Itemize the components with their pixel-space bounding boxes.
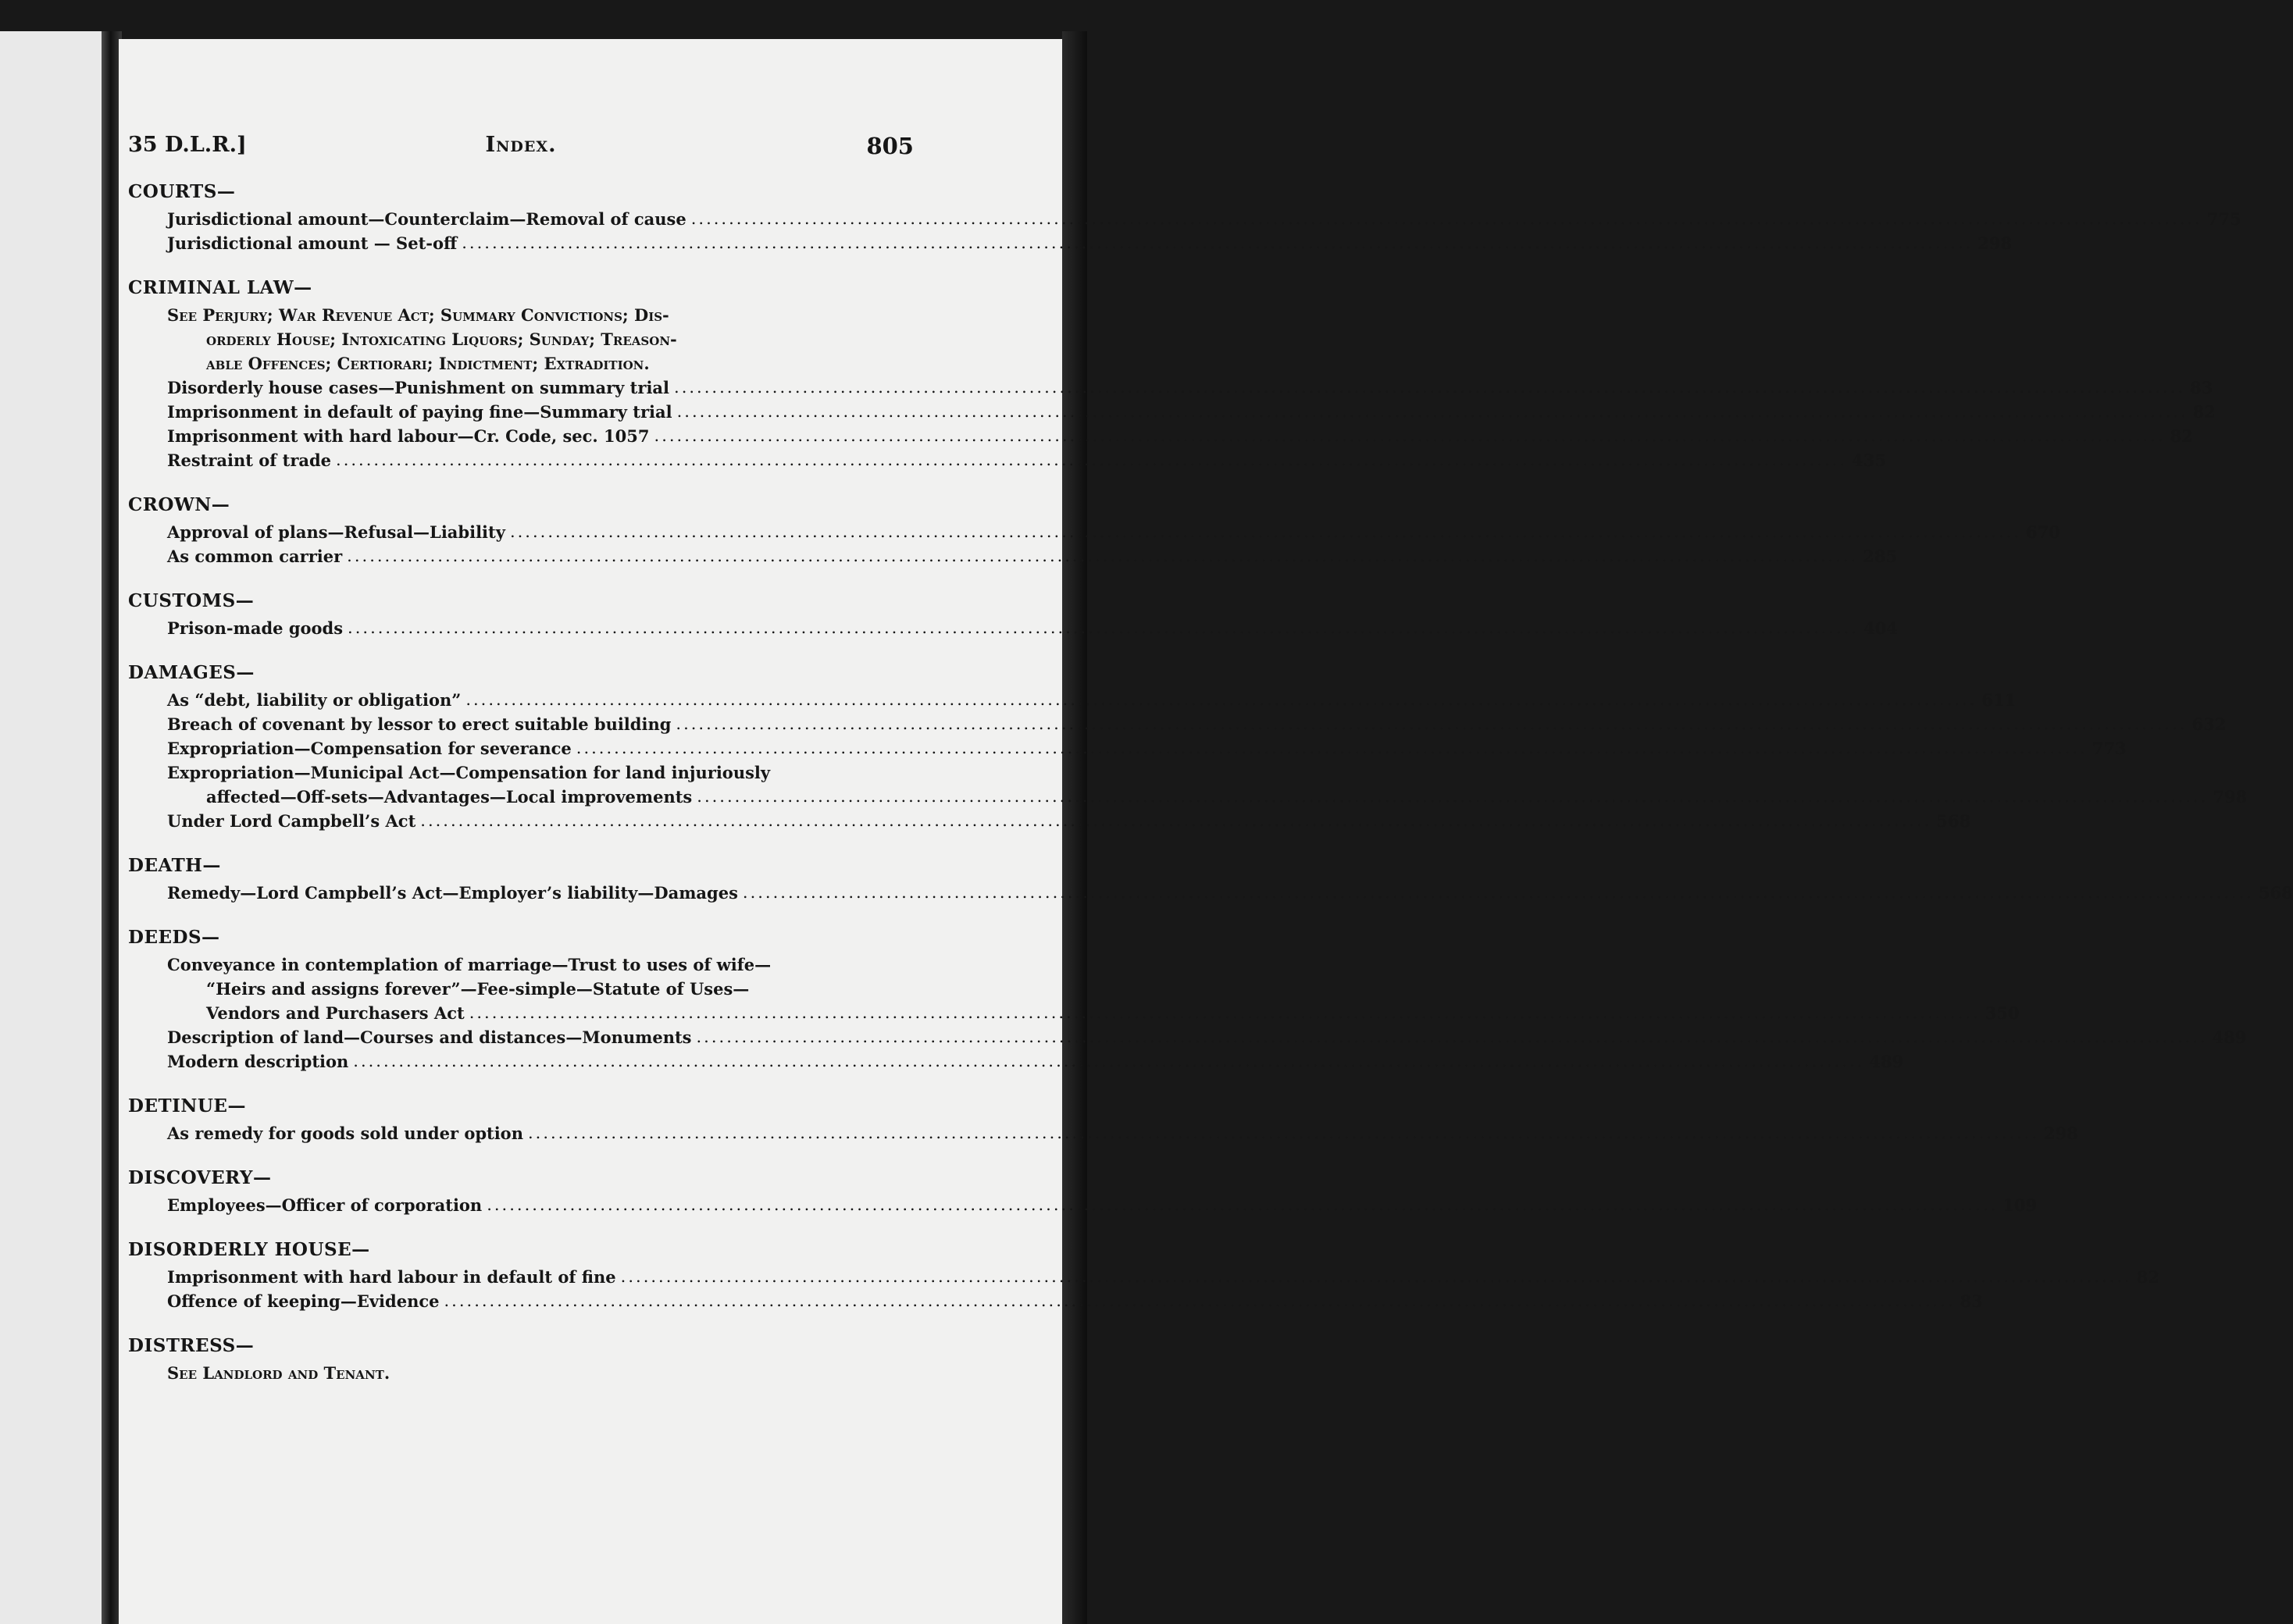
entry-page-number: 489	[1869, 1052, 1904, 1071]
entry-text: Restraint of trade	[167, 451, 332, 470]
entry-page-number: 632	[2191, 714, 2227, 734]
entry-page-number: 670	[2026, 522, 2060, 542]
dot-leader: ........................................................................................................................................................................................................	[696, 1027, 2208, 1046]
index-section	[128, 925, 2247, 1074]
entry-row	[128, 400, 2216, 424]
index-section	[128, 1334, 914, 1385]
entry-page-number: 489	[2212, 1027, 2247, 1047]
section-heading: DISTRESS—	[128, 1335, 255, 1356]
index-entry	[128, 400, 2216, 424]
dot-leader: ........................................................................................................................................................................................................	[444, 1291, 1956, 1310]
entry-page-number: 285	[1863, 547, 1898, 566]
entry-page-number: 435	[1852, 451, 1886, 470]
entry-text: affected—Off-sets—Advantages—Local improvements	[206, 787, 693, 807]
entry-text: Prison-made goods	[167, 618, 344, 638]
entry-page-number: 82	[2192, 402, 2216, 422]
entry-line: “Heirs and assigns forever”—Fee-simple—Statute of Uses—	[206, 979, 750, 999]
entry-page-number: 298	[1977, 233, 2013, 253]
entry-text: Disorderly house cases—Punishment on summary trial	[167, 378, 670, 397]
index-section	[128, 276, 2216, 472]
index-entry	[128, 1265, 2159, 1289]
entry-row	[128, 231, 2013, 255]
see-also-line: See Perjury; War Revenue Act; Summary Convictions; Dis-	[167, 305, 669, 325]
entry-text: Approval of plans—Refusal—Liability	[167, 522, 505, 542]
dot-leader: ........................................................................................................................................................................................................	[353, 1052, 1865, 1070]
entry-line: Conveyance in contemplation of marriage—Trust to uses of wife—	[167, 955, 772, 974]
section-heading: DISORDERLY HOUSE—	[128, 1239, 370, 1260]
entry-row	[128, 1193, 2038, 1217]
dot-leader: ........................................................................................................................................................................................................	[576, 739, 2088, 757]
entry-page-number: 773	[2092, 739, 2127, 758]
index-section	[128, 589, 1898, 640]
index-entry	[128, 616, 1898, 640]
entry-row	[128, 785, 2248, 809]
section-heading: DEATH—	[128, 855, 221, 876]
section-heading: DEEDS—	[128, 927, 220, 948]
dot-leader: ........................................................................................................................................................................................................	[347, 547, 1859, 565]
index-entry	[128, 736, 2127, 760]
left-page-edge	[0, 31, 111, 1624]
index-entry	[128, 448, 1886, 472]
dot-leader: ........................................................................................................................................................................................................	[674, 378, 2186, 397]
entry-text: Under Lord Campbell’s Act	[167, 811, 416, 831]
entry-row	[128, 688, 2017, 712]
section-heading: DAMAGES—	[128, 662, 255, 683]
entry-row	[128, 520, 2060, 544]
index-entry	[128, 544, 1898, 568]
entry-page-number: 404	[1863, 618, 1898, 638]
dot-leader: ........................................................................................................................................................................................................	[462, 233, 1974, 252]
entry-text: Jurisdictional amount — Set-off	[167, 233, 458, 253]
page-title: Index.	[485, 133, 557, 157]
entry-text: As remedy for goods sold under option	[167, 1124, 523, 1143]
entry-page-number: 568	[2258, 883, 2293, 903]
index-section	[128, 853, 2293, 905]
entry-row	[128, 712, 2227, 736]
entry-row	[128, 1025, 2247, 1049]
index-section	[128, 1238, 2159, 1313]
entry-row	[128, 1289, 1983, 1313]
entry-text: Employees—Officer of corporation	[167, 1195, 483, 1215]
see-also-reference	[128, 303, 914, 376]
entry-text: Remedy—Lord Campbell’s Act—Employer’s liability—Damages	[167, 883, 738, 903]
entry-text: Modern description	[167, 1052, 349, 1071]
entry-row	[128, 1049, 1904, 1074]
index-entry	[128, 1193, 2038, 1217]
dot-leader: ........................................................................................................................................................................................................	[676, 714, 2188, 733]
entry-page-number: 350	[1985, 1003, 2020, 1023]
entry-text: As common carrier	[167, 547, 343, 566]
section-heading: CUSTOMS—	[128, 590, 255, 611]
dot-leader: ........................................................................................................................................................................................................	[697, 787, 2209, 806]
entry-page-number: 611	[1981, 690, 2017, 710]
see-also-line: See Landlord and Tenant.	[167, 1363, 390, 1383]
index-entry	[128, 1049, 1904, 1074]
dot-leader: ........................................................................................................................................................................................................	[348, 618, 1860, 637]
index-entry	[128, 424, 2193, 448]
section-heading: COURTS—	[128, 181, 236, 202]
entry-text: Imprisonment with hard labour in default of fine	[167, 1267, 616, 1287]
index-entry	[128, 520, 2060, 544]
see-also-line: orderly House; Intoxicating Liquors; Sunday; Treason-	[206, 329, 677, 349]
entry-row	[128, 376, 2213, 400]
section-heading: DISCOVERY—	[128, 1167, 272, 1188]
entry-page-number: 83	[2190, 378, 2213, 397]
entry-row	[128, 881, 2293, 905]
index-entry	[128, 712, 2227, 736]
volume-reference: 35 D.L.R.]	[128, 133, 247, 157]
entry-row	[128, 424, 2193, 448]
entry-row	[128, 1121, 2078, 1145]
entry-row	[128, 736, 2127, 760]
entry-row	[128, 544, 1898, 568]
section-heading: DETINUE—	[128, 1095, 246, 1116]
index-section	[128, 493, 2060, 568]
index-entry	[128, 207, 2241, 231]
entry-text: Imprisonment in default of paying fine—Summary trial	[167, 402, 672, 422]
entry-row	[128, 1001, 2020, 1025]
running-head	[128, 133, 914, 170]
section-heading: CRIMINAL LAW—	[128, 277, 312, 298]
entry-line: Expropriation—Municipal Act—Compensation for land injuriously	[167, 763, 771, 782]
index-entry	[128, 760, 2248, 809]
index-section	[128, 1094, 2078, 1145]
page-content	[128, 133, 2293, 1385]
entry-text: Vendors and Purchasers Act	[206, 1003, 465, 1023]
see-also-line: able Offences; Certiorari; Indictment; Extradition.	[206, 354, 650, 373]
entry-page-number: 775	[2206, 209, 2241, 229]
index-entry	[128, 1289, 1983, 1313]
dot-leader: ........................................................................................................................................................................................................	[620, 1267, 2132, 1286]
entry-text: Breach of covenant by lessor to erect suitable building	[167, 714, 672, 734]
entry-page-number: 298	[2044, 1124, 2078, 1143]
entry-row	[128, 809, 1971, 833]
dot-leader: ........................................................................................................................................................................................................	[420, 811, 1932, 830]
index-entry	[128, 231, 2013, 255]
entry-page-number: 798	[2213, 787, 2248, 807]
dot-leader: ........................................................................................................................................................................................................	[742, 883, 2254, 902]
dot-leader: ........................................................................................................................................................................................................	[654, 426, 2166, 445]
index-entry	[128, 376, 2213, 400]
entry-page-number: 82	[2170, 426, 2193, 446]
see-also-reference	[128, 1361, 914, 1385]
entry-text: Description of land—Courses and distances—Monuments	[167, 1027, 692, 1047]
index-entry	[128, 809, 1971, 833]
index-entry	[128, 1121, 2078, 1145]
page-number: 805	[866, 133, 914, 159]
dot-leader: ........................................................................................................................................................................................................	[509, 522, 2021, 541]
dot-leader: ........................................................................................................................................................................................................	[527, 1124, 2040, 1142]
entry-row	[128, 207, 2241, 231]
entry-page-number: 109	[2002, 1195, 2038, 1215]
entry-text: Offence of keeping—Evidence	[167, 1291, 440, 1311]
entry-row	[128, 448, 1886, 472]
entry-page-number: 83	[1960, 1291, 1983, 1311]
dot-leader: ........................................................................................................................................................................................................	[336, 451, 1848, 469]
dot-leader: ........................................................................................................................................................................................................	[487, 1195, 1999, 1214]
index-entry	[128, 688, 2017, 712]
entry-text: As “debt, liability or obligation”	[167, 690, 462, 710]
entry-text: Expropriation—Compensation for severance	[167, 739, 572, 758]
entry-page-number: 82	[2136, 1267, 2159, 1287]
entry-page-number: 568	[1936, 811, 1971, 831]
dot-leader: ........................................................................................................................................................................................................	[465, 690, 1977, 709]
entry-row	[128, 1265, 2159, 1289]
dot-leader: ........................................................................................................................................................................................................	[676, 402, 2188, 421]
index-sections	[128, 180, 2293, 1385]
entry-text: Jurisdictional amount—Counterclaim—Removal of cause	[167, 209, 686, 229]
section-heading: CROWN—	[128, 494, 230, 515]
dot-leader: ........................................................................................................................................................................................................	[690, 209, 2202, 228]
index-section	[128, 1166, 2038, 1217]
dot-leader: ........................................................................................................................................................................................................	[469, 1003, 1981, 1022]
index-entry	[128, 881, 2293, 905]
entry-row	[128, 616, 1898, 640]
index-section	[128, 661, 2248, 833]
index-section	[128, 180, 2241, 255]
index-entry	[128, 953, 2020, 1025]
entry-text: Imprisonment with hard labour—Cr. Code, sec. 1057	[167, 426, 650, 446]
index-entry	[128, 1025, 2247, 1049]
